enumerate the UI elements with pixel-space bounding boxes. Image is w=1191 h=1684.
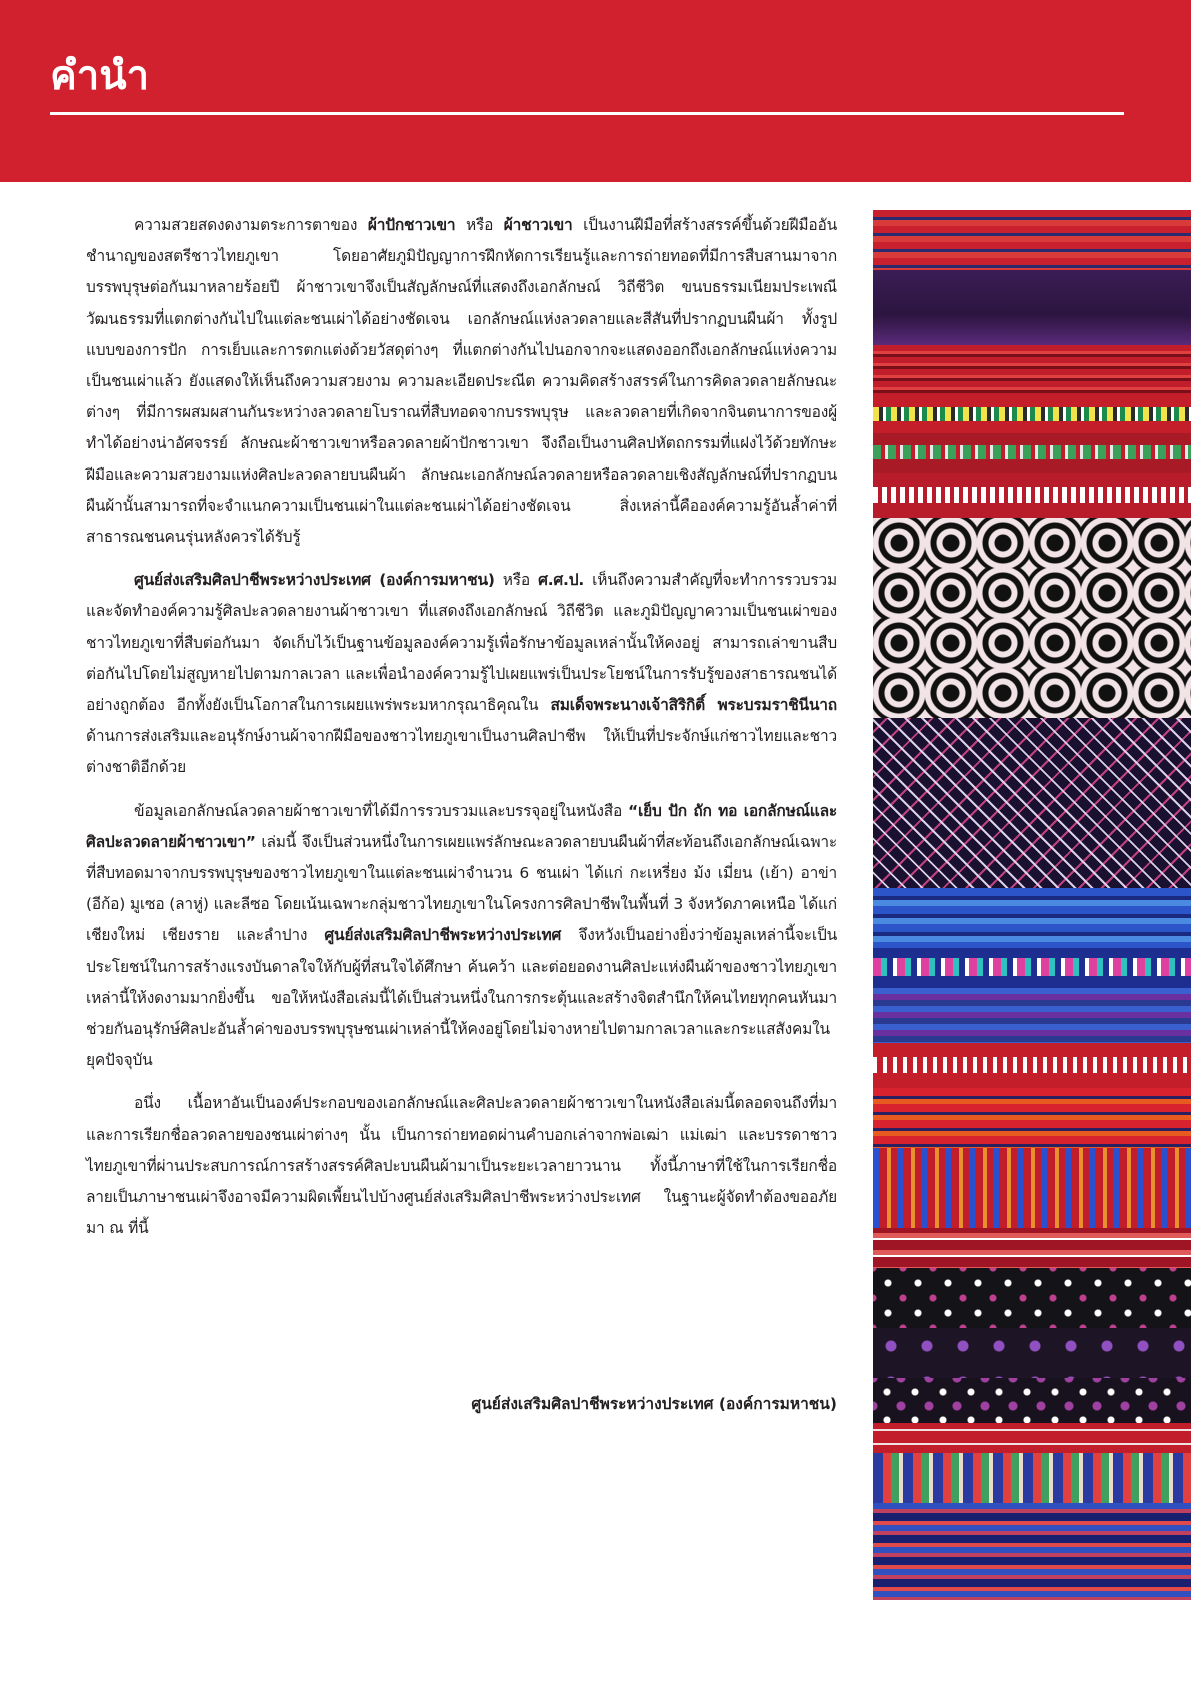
bold-term: สมเด็จพระนางเจ้าสิริกิติ์ พระบรมราชินีนาถ (550, 696, 837, 715)
body-text (86, 210, 837, 1257)
header-banner (0, 0, 1191, 182)
bold-term: ศ.ศ.ป. (538, 571, 585, 590)
paragraph-2: ศูนย์ส่งเสริมศิลปาชีพระหว่างประเทศ (องค์การมหาชน) หรือ ศ.ศ.ป. เห็นถึงความสำคัญที่จะทำการรวบรวมและจัดทำองค์ความรู้ศิลปะลวดลายงานผ้าชาวเขา ที่แสดงถึงเอกลักษณ์ วิถีชีวิต และภูมิปัญญาความเป็นชนเผ่าของชาวไทยภูเขาที่สืบต่อกันมา จัดเก็บไว้เป็นฐานข้อมูลองค์ความรู้เพื่อรักษาข้อมูลเหล่านั้นให้คงอยู่ สามารถเล่าขานสืบต่อกันไปโดยไม่สูญหายไปตามกาลเวลา และเพื่อนำองค์ความรู้ไปเผยแพร่เป็นประโยชน์ในการรับรู้ของสาธารณชนได้อย่างถูกต้อง อีกทั้งยังเป็นโอกาสในการเผยแพร่พระมหากรุณาธิคุณใน สมเด็จพระนางเจ้าสิริกิติ์ พระบรมราชินีนาถ ด้านการส่งเสริมและอนุรักษ์งานผ้าจากฝีมือของชาวไทยภูเขาเป็นงานศิลปาชีพ ให้เป็นที่ประจักษ์แก่ชาวไทยและชาวต่างชาติอีกด้วย (86, 571, 837, 777)
textile-band (873, 988, 1191, 1043)
textile-photo-strip (873, 210, 1191, 1600)
textile-band (873, 1148, 1191, 1228)
textile-band (873, 888, 1191, 948)
textile-band-triangles (873, 1453, 1191, 1503)
textile-band-dots (873, 1378, 1191, 1423)
textile-band-embroidery (873, 718, 1191, 888)
textile-band (873, 395, 1191, 433)
book-title: “เย็บ ปัก ถัก ทอ เอกลักษณ์และศิลปะลวดลายผ้าชาวเขา” (86, 801, 838, 851)
paragraph-4: อนึ่ง เนื้อหาอันเป็นองค์ประกอบของเอกลักษณ์และศิลปะลวดลายผ้าชาวเขาในหนังสือเล่มนี้ตลอดจนถึงที่มาและการเรียกชื่อลวดลายของชนเผ่าต่างๆ นั้น เป็นการถ่ายทอดผ่านคำบอกเล่าจากพ่อเฒ่า แม่เฒ่า และบรรดาชาวไทยภูเขาที่ผ่านประสบการณ์การสร้างสรรค์ศิลปะบนผืนผ้ามาเป็นระยะเวลายาวนาน ทั้งนี้ภาษาที่ใช้ในการเรียกชื่อลายเป็นภาษาชนเผ่าจึงอาจมีความผิดเพี้ยนไปบ้างศูนย์ส่งเสริมศิลปาชีพระหว่างประเทศ ในฐานะผู้จัดทำต้องขออภัยมา ณ ที่นี้ (86, 1094, 837, 1238)
textile-band (873, 1503, 1191, 1600)
bold-term: ศูนย์ส่งเสริมศิลปาชีพระหว่างประเทศ (324, 926, 562, 945)
textile-band (873, 948, 1191, 988)
textile-band (873, 345, 1191, 395)
textile-band (873, 473, 1191, 518)
title-underline (50, 112, 1124, 115)
textile-band (873, 270, 1191, 345)
textile-band (873, 433, 1191, 473)
signature: ศูนย์ส่งเสริมศิลปาชีพระหว่างประเทศ (องค์การมหาชน) (471, 1395, 837, 1413)
page-title: คำนำ (50, 53, 150, 99)
textile-band (873, 210, 1191, 270)
textile-band-dots (873, 1268, 1191, 1328)
textile-band (873, 1088, 1191, 1148)
bold-term: ผ้าปักชาวเขา (367, 216, 456, 234)
textile-band (873, 1228, 1191, 1268)
paragraph-1: ความสวยสดงดงามตระการตาของ ผ้าปักชาวเขา หรือ ผ้าชาวเขา เป็นงานฝีมือที่สร้างสรรค์ขึ้นด้วยฝีมืออันชำนาญของสตรีชาวไทยภูเขา โดยอาศัยภูมิปัญญาการฝึกหัดการเรียนรู้และการถ่ายทอดที่มีการสืบสานมาจากบรรพบุรุษต่อกันมาหลายร้อยปี ผ้าชาวเขาจึงเป็นสัญลักษณ์ที่แสดงถึงเอกลักษณ์ วิถีชีวิต ขนบธรรมเนียมประเพณี วัฒนธรรมที่แตกต่างกันไปในแต่ละชนเผ่าได้อย่างชัดเจน เอกลักษณ์แห่งลวดลายและสีสันที่ปรากฏบนผืนผ้า ทั้งรูปแบบของการปัก การเย็บและการตกแต่งด้วยวัสดุต่างๆ ที่แตกต่างกันไปนอกจากจะแสดงออกถึงเอกลักษณ์แห่งความเป็นชนเผ่าแล้ว ยังแสดงให้เห็นถึงความสวยงาม ความละเอียดประณีต ความคิดสร้างสรรค์ในการคิดลวดลายลักษณะต่างๆ ที่มีการผสมผสานกันระหว่างลวดลายโบราณที่สืบทอดจากบรรพบุรุษ และลวดลายที่เกิดจากจินตนาการของผู้ทำได้อย่างน่าอัศจรรย์ ลักษณะผ้าชาวเขาหรือลวดลายผ้าปักชาวเขา จึงถือเป็นงานศิลปหัตถกรรมที่แฝงไว้ด้วยทักษะฝีมือและความสวยงามแห่งศิลปะลวดลายบนผืนผ้า ลักษณะเอกลักษณ์ลวดลายหรือลวดลายเชิงสัญลักษณ์ที่ปรากฏบนผืนผ้านั้นสามารถที่จะจำแนกความเป็นชนเผ่าในแต่ละชนเผ่าได้อย่างชัดเจน สิ่งเหล่านี้คือองค์ความรู้อันล้ำค่าที่สาธารณชนคนรุ่นหลังควรได้รับรู้ (86, 216, 837, 547)
textile-band-spiral-pattern (873, 518, 1191, 718)
bold-term: ศูนย์ส่งเสริมศิลปาชีพระหว่างประเทศ (องค์การมหาชน) (134, 571, 495, 590)
textile-band-dots (873, 1328, 1191, 1378)
paragraph-3: ข้อมูลเอกลักษณ์ลวดลายผ้าชาวเขาที่ได้มีการรวบรวมและบรรจุอยู่ในหนังสือ “เย็บ ปัก ถัก ทอ เอกลักษณ์และศิลปะลวดลายผ้าชาวเขา” เล่มนี้ จึงเป็นส่วนหนึ่งในการเผยแพร่ลักษณะลวดลายบนผืนผ้าที่สะท้อนถึงเอกลักษณ์เฉพาะ ที่สืบทอดมาจากบรรพบุรุษของชาวไทยภูเขาในแต่ละชนเผ่าจำนวน 6 ชนเผ่า ได้แก่ กะเหรี่ยง ม้ง เมี่ยน (เย้า) อาข่า (อีก้อ) มูเซอ (ลาหู่) และลีซอ โดยเน้นเฉพาะกลุ่มชาวไทยภูเขาในโครงการศิลปาชีพในพื้นที่ 3 จังหวัดภาคเหนือ ได้แก่ เชียงใหม่ เชียงราย และลำปาง ศูนย์ส่งเสริมศิลปาชีพระหว่างประเทศ จึงหวังเป็นอย่างยิ่งว่าข้อมูลเหล่านี้จะเป็นประโยชน์ในการสร้างแรงบันดาลใจให้กับผู้ที่สนใจได้ศึกษา ค้นคว้า และต่อยอดงานศิลปะแห่งผืนผ้าของชาวไทยภูเขาเหล่านี้ให้งดงามมากยิ่งขึ้น ขอให้หนังสือเล่มนี้ได้เป็นส่วนหนึ่งในการกระตุ้นและสร้างจิตสำนึกให้คนไทยทุกคนหันมาช่วยกันอนุรักษ์ศิลปะอันล้ำค่าของบรรพบุรุษชนเผ่าเหล่านี้ให้คงอยู่โดยไม่จางหายไปตามกาลเวลาและกระแสสังคมในยุคปัจจุบัน (86, 801, 838, 1070)
textile-band (873, 1043, 1191, 1088)
textile-band (873, 1423, 1191, 1453)
bold-term: ผ้าชาวเขา (503, 216, 573, 234)
